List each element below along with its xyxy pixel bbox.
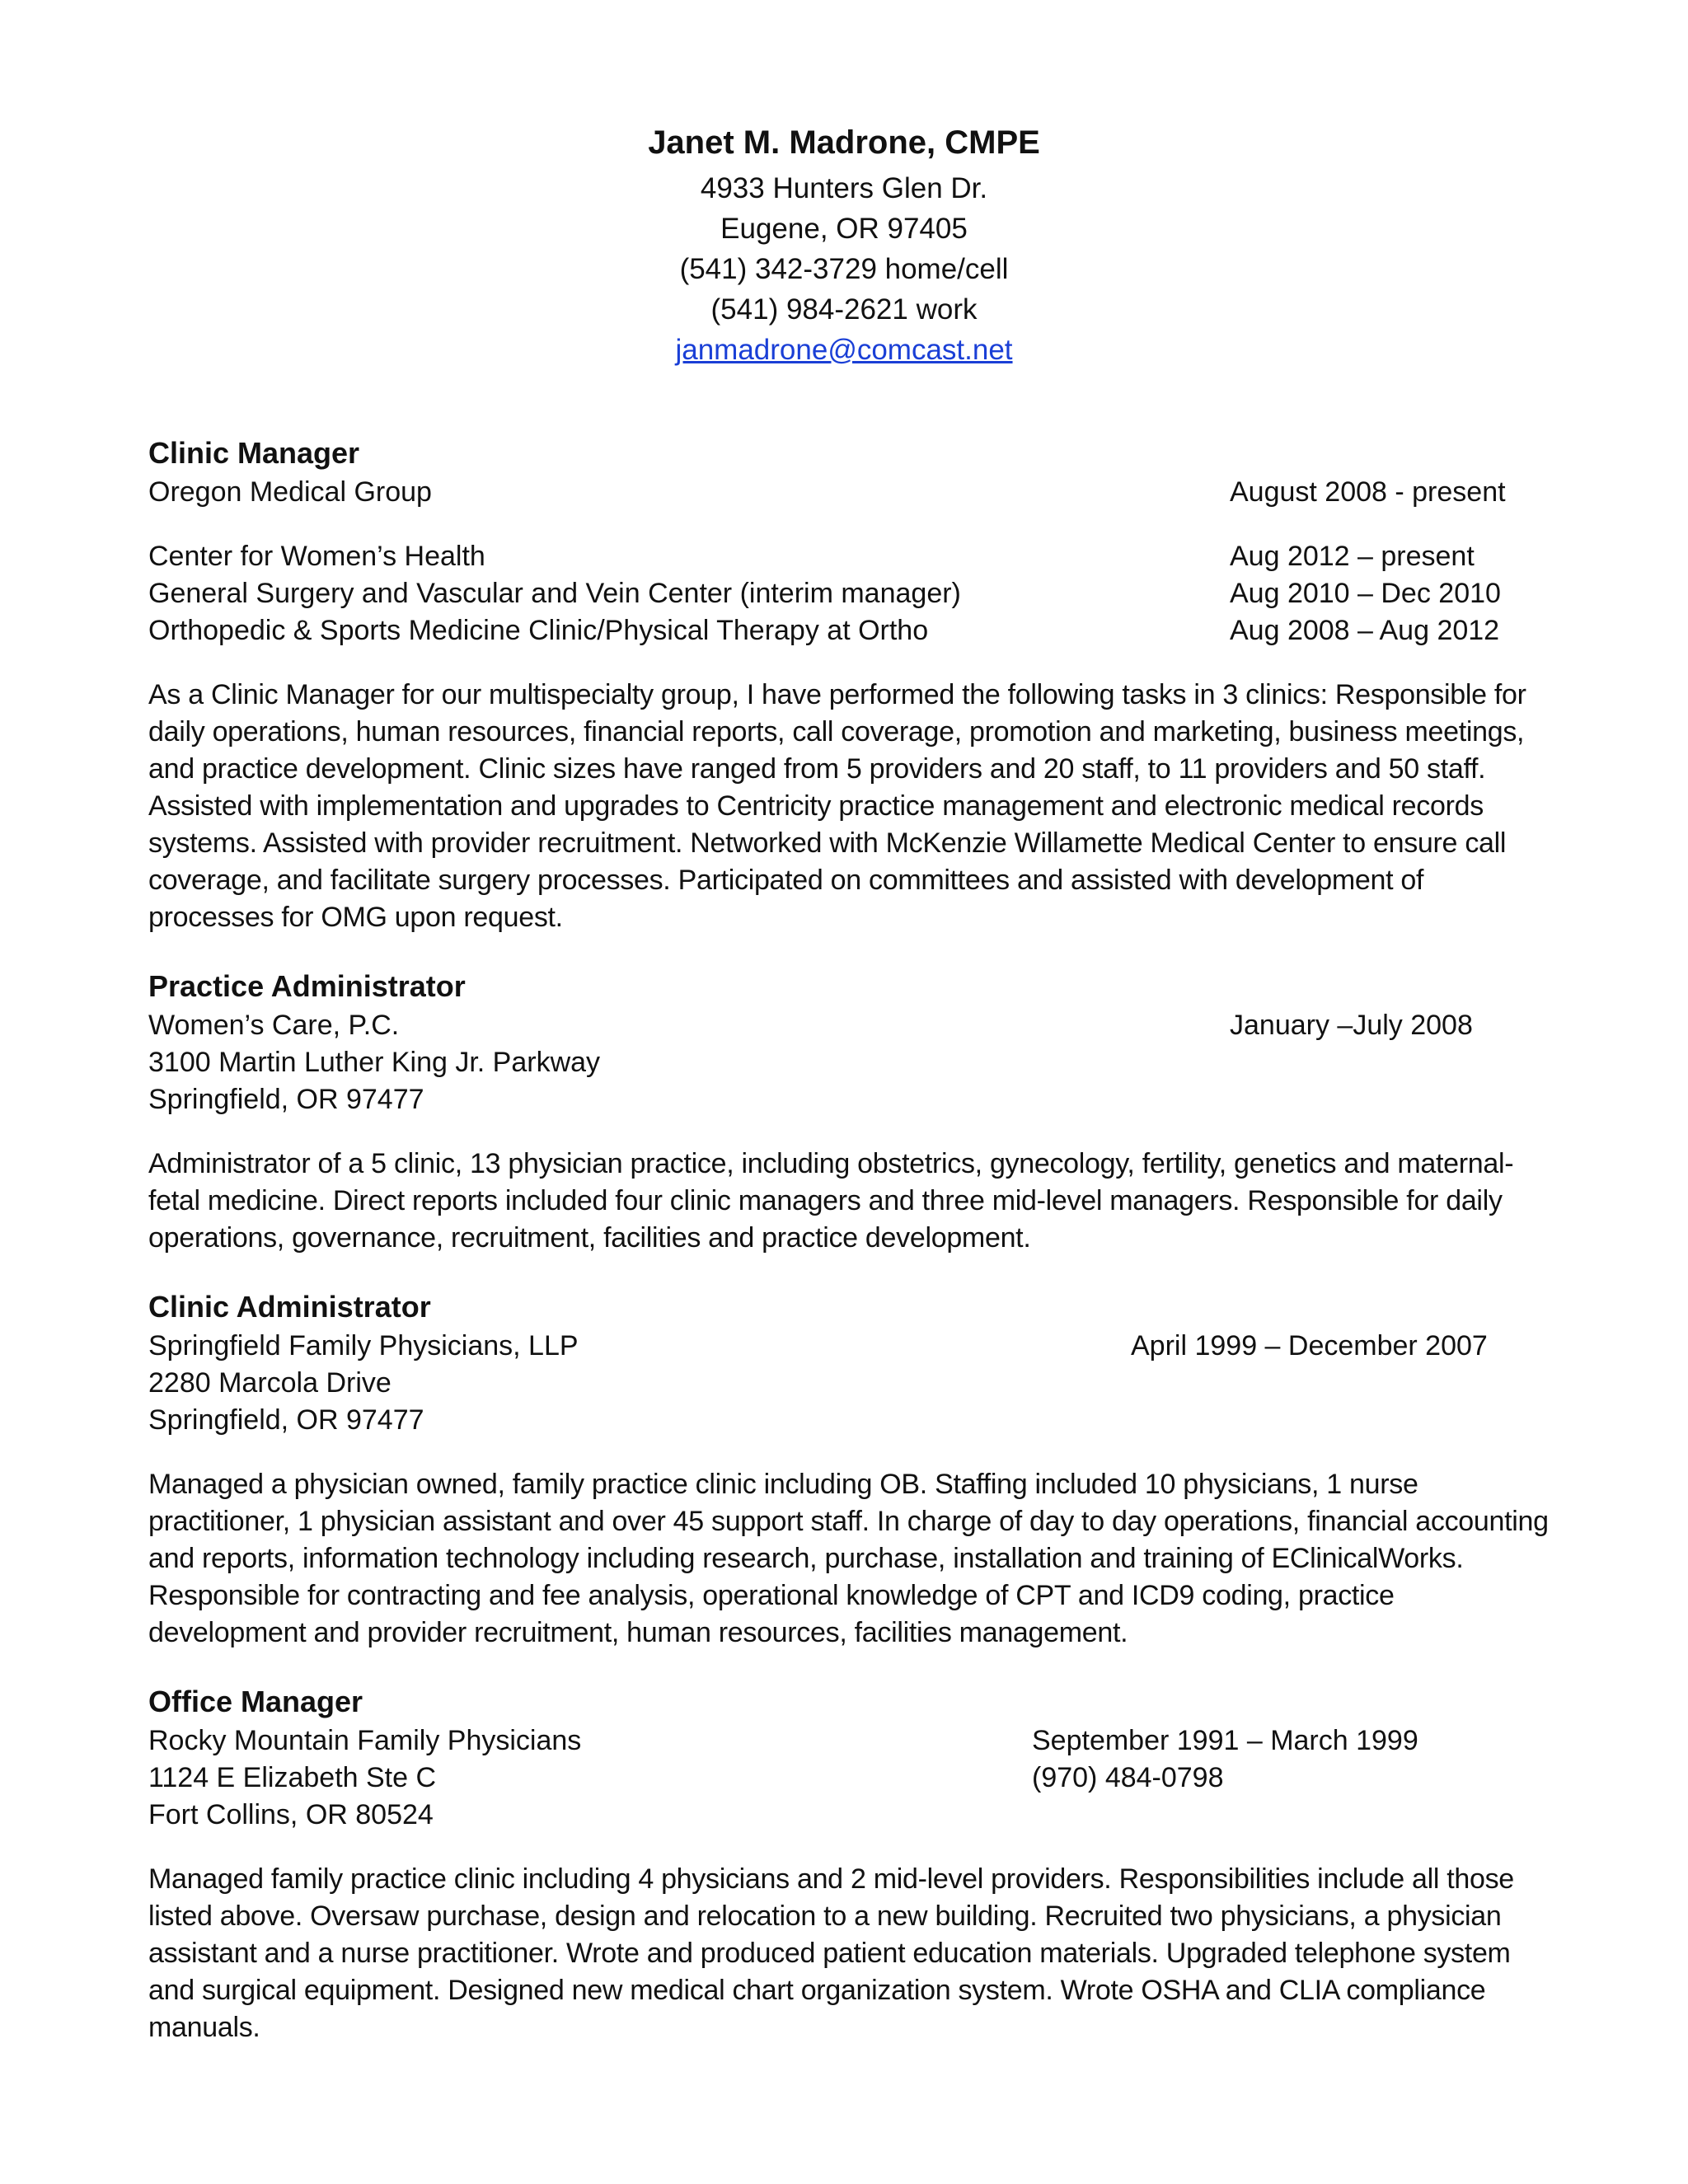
subrole-row bbox=[148, 538, 1550, 575]
email-link[interactable]: janmadrone@comcast.net bbox=[675, 334, 1013, 366]
employer-city: Springfield, OR 97477 bbox=[148, 1084, 424, 1115]
candidate-name: Janet M. Madrone, CMPE bbox=[648, 124, 1040, 161]
employer-name: Rocky Mountain Family Physicians bbox=[148, 1725, 582, 1756]
job-description: Managed a physician owned, family practice clinic including OB. Staffing included 10 physicians, 1 nurse practitioner, 1 physician assistant and over 45 support staff. In charge of day to day operations, financial accounting and reports, information technology including research, purchase, installation and training of EClinicalWorks. Responsible for contracting and fee analysis, operational knowledge of CPT and ICD9 coding, practice development and provider recruitment, human resources, facilities management. bbox=[148, 1469, 1549, 1648]
job-title: Office Manager bbox=[148, 1685, 363, 1718]
subrole-row bbox=[148, 575, 1550, 612]
job-description: Administrator of a 5 clinic, 13 physician practice, including obstetrics, gynecology, fertility, genetics and maternal-fetal medicine. Direct reports included four clinic managers and three mid-level managers. Responsible for daily operations, governance, recruitment, facilities and practice development. bbox=[148, 1148, 1514, 1254]
job-title: Clinic Manager bbox=[148, 436, 360, 470]
subrole-dates: Aug 2012 – present bbox=[1230, 541, 1475, 572]
street-address: 4933 Hunters Glen Dr. bbox=[700, 172, 988, 204]
experience-section bbox=[148, 433, 1550, 2076]
subrole-dates: Aug 2010 – Dec 2010 bbox=[1230, 578, 1501, 609]
subrole-name: Center for Women’s Health bbox=[148, 541, 485, 572]
job-title: Practice Administrator bbox=[148, 969, 466, 1003]
employer-phone: (970) 484-0798 bbox=[1032, 1762, 1224, 1793]
job-clinic-administrator bbox=[148, 1286, 1550, 1652]
employer-name: Women’s Care, P.C. bbox=[148, 1010, 400, 1041]
job-practice-administrator bbox=[148, 966, 1550, 1257]
employer-name: Springfield Family Physicians, LLP bbox=[148, 1330, 579, 1361]
subrole-row bbox=[148, 612, 1550, 649]
employment-dates: January –July 2008 bbox=[1230, 1010, 1473, 1041]
job-description: As a Clinic Manager for our multispecialty group, I have performed the following tasks in 3 clinics: Responsible for daily operations, human resources, financial reports, call coverage, promotion and marketing, business meetings, and practice development. Clinic sizes have ranged from 5 providers and 20 staff, to 11 providers and 50 staff. Assisted with implementation and upgrades to Centricity practice management and electronic medical records systems. Assisted with provider recruitment. Networked with McKenzie Willamette Medical Center to ensure call coverage, and facilitate surgery processes. Participated on committees and assisted with development of processes for OMG upon request. bbox=[148, 679, 1526, 933]
contact-header bbox=[0, 117, 1688, 370]
work-phone: (541) 984-2621 work bbox=[710, 293, 978, 326]
employer-street: 3100 Martin Luther King Jr. Parkway bbox=[148, 1047, 601, 1078]
job-office-manager bbox=[148, 1681, 1550, 2046]
employer-street: 2280 Marcola Drive bbox=[148, 1367, 392, 1399]
city-state-zip: Eugene, OR 97405 bbox=[720, 213, 968, 245]
employer-city: Fort Collins, OR 80524 bbox=[148, 1799, 434, 1830]
employment-dates: April 1999 – December 2007 bbox=[1131, 1330, 1488, 1361]
employer-city: Springfield, OR 97477 bbox=[148, 1404, 424, 1436]
job-title: Clinic Administrator bbox=[148, 1290, 431, 1324]
job-clinic-manager bbox=[148, 433, 1550, 936]
employment-dates: August 2008 - present bbox=[1230, 476, 1506, 508]
employer-name: Oregon Medical Group bbox=[148, 476, 432, 508]
home-phone: (541) 342-3729 home/cell bbox=[679, 253, 1009, 285]
subrole-name: Orthopedic & Sports Medicine Clinic/Physical Therapy at Ortho bbox=[148, 615, 929, 646]
job-description: Managed family practice clinic including 4 physicians and 2 mid-level providers. Responsibilities include all those listed above. Oversaw purchase, design and relocation to a new building. Recruited two physicians, a physician assistant and a nurse practitioner. Wrote and produced patient education materials. Upgraded telephone system and surgical equipment. Designed new medical chart organization system. Wrote OSHA and CLIA compliance manuals. bbox=[148, 1863, 1514, 2043]
employer-street: 1124 E Elizabeth Ste C bbox=[148, 1762, 437, 1793]
subrole-dates: Aug 2008 – Aug 2012 bbox=[1230, 615, 1500, 646]
employment-dates: September 1991 – March 1999 bbox=[1032, 1725, 1418, 1756]
subrole-name: General Surgery and Vascular and Vein Center (interim manager) bbox=[148, 578, 961, 609]
